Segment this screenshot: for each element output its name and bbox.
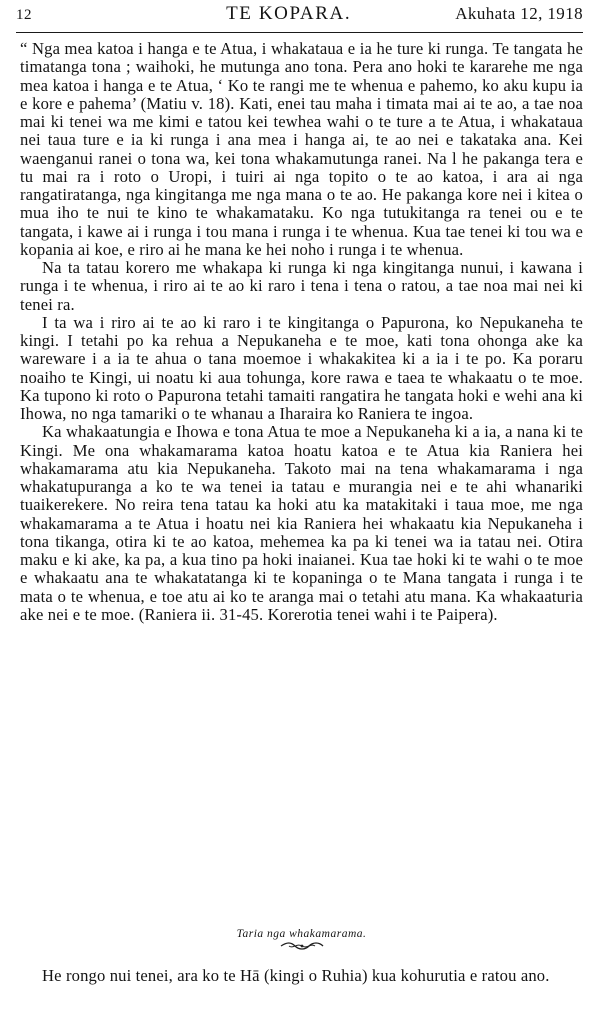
article-footer <box>20 928 583 951</box>
article-body <box>20 40 583 624</box>
article-caption: Taria nga whakamarama. <box>236 928 367 940</box>
article-paragraph-2: Na ta tatau korero me whakapa ki runga ki nga kingitanga nunui, i kawana i runga i te whenua, i riro ai te ao ki raro i tena i tena o ratou, a tae noa mai nei ki tenei ra. <box>20 258 583 314</box>
news-item: He rongo nui tenei, ara ko te Hā (kingi o Ruhia) kua kohurutia e ratou ano. <box>42 966 550 985</box>
issue-date: Akuhata 12, 1918 <box>455 4 583 23</box>
header-rule <box>16 32 583 33</box>
newspaper-title: TE KOPARA. <box>226 3 352 24</box>
page-number: 12 <box>16 7 32 23</box>
article-paragraph-4: Ka whakaatungia e Ihowa e tona Atua te moe a Nepukaneha ki a ia, a nana ki te Kingi. Me ona whakamarama katoa hoatu katoa e te Atua kia Raniera hei whakamarama atu kia Nepukaneha. Takoto mai na tena whakamarama i nga whakatupuranga a ko te wa tenei ia tatau e murangia nei e te ahi whanariki tuaikerekere. No reira tena tatau ka hoki atu ka matakitaki i taua moe, me nga whakamarama a te Atua i hoatu nei kia Raniera hei whakaatu kia Nepukaneha i tona tikanga, otira ki te ao katoa, mehemea ka pa ki tenei wa ia tatau nei. Otira maku e ki ake, ka pa, a kua tino pa hoki inaianei. Kua tae hoki ki te wahi o te moe e whakaatu ana te whakatatanga ki te kopaninga o te Mana tangata i runga i te mata o te whenua, e toe atu ai ko te aranga mai o tetahi atu mana. Ka whakaaturia ake nei e te moe. (Raniera ii. 31-45. Korerotia tenei wahi i te Paipera). <box>20 422 583 624</box>
ornament-divider <box>279 941 325 951</box>
page-header <box>16 3 583 31</box>
article-paragraph-3: I ta wa i riro ai te ao ki raro i te kingitanga o Papurona, ko Nepukaneha te kingi. I tetahi po ka rehua a Nepukaneha e te moe, kati tona ohonga ake ka wareware i a ia te ahua o tana moemoe i whakakitea ki a ia i te po. Ka poraru noaiho te Kingi, ui noatu ki aua tohunga, kore rawa e taea te whakaatu o te moe. Ka tupono ki roto o Papurona tetahi tamaiti rangatira he tangata hoki e wehi ana ki Ihowa, no nga tamariki o te whanau a Iharaira ko Raniera te ingoa. <box>20 312 583 423</box>
article-paragraph-1: “ Nga mea katoa i hanga e te Atua, i whakataua e ia he ture ki runga. Te tangata he timatanga tona ; waihoki, he mutunga ano tona. Pera ano hoki te kararehe me nga mea katoa i hanga e te Atua, ‘ Ko te rangi me te whenua e pahemo, ko aku kupu ia e kore e pahema’ (Matiu v. 18). Kati, enei tau maha i timata mai ai te ao, a tae noa mai ki tenei wa me kimi e tatou kei tewhea wahi o te ture a te Atua, i whakataua nei taua ture e ia ki runga i ana mea i hanga ai, te ao nei e takataka ana. Kei waenganui ranei o tona wa, kei tona whakamutunga ranei. Na l he pakanga tera e tu mai ra i roto o Uropi, i tuiri ai nga topito o te ao katoa, i ara ai nga rangatiratanga, nga kingitanga me nga mana o te ao. He pakanga kore nei i kitea o mua iho te nui te kino te whakamataku. Ko nga tutukitanga ra tenei ou e te tangata, i kawe ai i runga i tou mana i runga i te whenua. Kua tae tenei ki tou wa e kopania ai koe, e riro ai he mana ke hei noho i runga i te whenua. <box>20 39 583 259</box>
